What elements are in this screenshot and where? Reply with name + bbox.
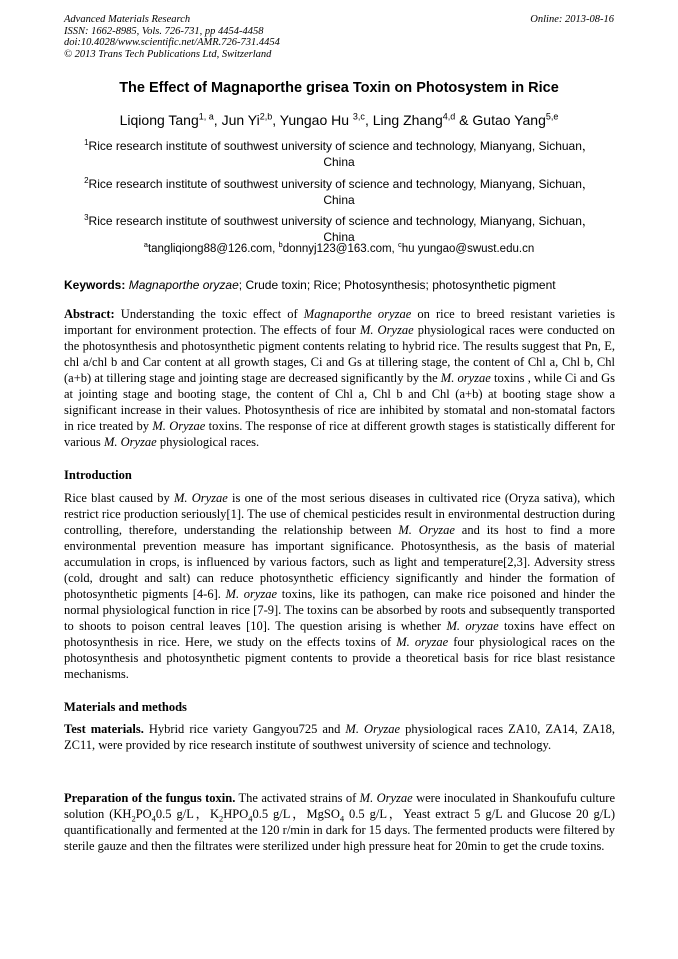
species-name: Magnaporthe oryzae	[303, 307, 412, 321]
keywords	[64, 278, 614, 292]
keywords-label: Keywords:	[64, 278, 126, 292]
subscript: 4	[151, 813, 156, 824]
affiliation	[64, 176, 614, 208]
methods-text: The activated strains of	[235, 791, 360, 805]
online-date: Online: 2013-08-16	[530, 14, 614, 25]
affiliation-text: Rice research institute of southwest university of science and technology, Mianyang, Sichuan，	[88, 214, 594, 228]
author-sup: 1, a	[198, 111, 214, 122]
email-sup: c	[397, 240, 402, 250]
author-sep: &	[455, 112, 473, 128]
intro-text: is one of the most serious diseases in cultivated rice (Oryza sativa), which restrict rice production seriously[1]. The use of chemical pesticides result in environmental destruction during controlling, therefore, understanding the relationship between	[64, 491, 616, 537]
email-address: tangliqiong88@126.com,	[147, 243, 279, 255]
affiliation-text: Rice research institute of southwest university of science and technology, Mianyang, Sichuan，	[88, 177, 594, 191]
author-name: Ling Zhang	[372, 112, 443, 128]
methods-text: 0.5 g/L，K	[155, 807, 219, 821]
email-list	[40, 240, 638, 255]
abstract-text: toxins , while Ci and Gs at jointing stage and booting stage, the content of Chl a, Chl b and Chl (a+b) at booting stage show a significant increase in their values. Photosynthesis of rice are inhibited by stomatal and non-stomatal factors in rice treated by	[64, 371, 615, 433]
author-sep: ,	[364, 112, 373, 128]
abstract-text: on rice to breed resistant varieties is important for environment protection. The effects of four	[64, 307, 616, 337]
methods-text: PO	[135, 807, 152, 821]
species-name: M. oryzae	[225, 587, 278, 601]
species-name: M. Oryzae	[359, 323, 414, 337]
author-name: Jun Yi	[221, 112, 260, 128]
methods-text: were inoculated in Shankoufufu culture solution (KH	[64, 791, 615, 821]
email-address: hu yungao@swust.edu.cn	[401, 243, 535, 255]
author-sup: 2,b	[259, 111, 273, 122]
intro-text: four physiological races on the photosynthesis and photosynthetic pigment contents to provide a theoretical basis for rice blast resistance mechanisms.	[64, 635, 615, 681]
affiliation	[64, 138, 614, 170]
test-materials-paragraph	[64, 721, 615, 753]
section-heading-introduction: Introduction	[64, 468, 132, 482]
author-sep: ,	[213, 112, 222, 128]
subscript: 4	[248, 813, 253, 824]
abstract	[64, 306, 615, 450]
keyword-italic: Magnaporthe oryzae	[128, 278, 239, 292]
methods-text: Hybrid rice variety Gangyou725 and	[143, 722, 346, 736]
email-address: donnyj123@163.com,	[282, 243, 398, 255]
subsection-label: Preparation of the fungus toxin.	[64, 791, 236, 805]
author-sup: 3,c	[352, 111, 365, 122]
keyword-list: ; Crude toxin; Rice; Photosynthesis; photosynthetic pigment	[238, 278, 556, 292]
species-name: M. oryzae	[446, 619, 499, 633]
abstract-text: Understanding the toxic effect of	[114, 307, 304, 321]
methods-text: 0.5 g/L，MgSO	[252, 807, 340, 821]
copyright-line: © 2013 Trans Tech Publications Ltd, Switzerland	[64, 48, 272, 60]
subsection-label: Test materials.	[64, 722, 144, 736]
author-sep: ,	[272, 112, 280, 128]
subscript: 4	[339, 813, 345, 824]
intro-text: toxins, like its pathogen, can make rice poisoned and hinder the normal physiological function in rice [7-9]. The toxins can be absorbed by roots and subsequently transported to shoots to poison central leaves [10]. The question arising is whether	[64, 587, 616, 633]
journal-header	[64, 14, 614, 60]
methods-text: physiological races ZA10, ZA14, ZA18, ZC11, were provided by rice research institute of southwest university of science and technology.	[64, 722, 616, 752]
doi-line: doi:10.4028/www.scientific.net/AMR.726-731.4454	[64, 37, 280, 48]
affiliation-country: China	[323, 193, 355, 207]
intro-text: Rice blast caused by	[64, 491, 174, 505]
author-name: Liqiong Tang	[119, 112, 199, 128]
species-name: M. Oryzae	[152, 419, 206, 433]
subscript: 2	[131, 813, 136, 824]
species-name: M. oryzae	[440, 371, 491, 385]
email-sup: a	[143, 240, 148, 250]
journal-name: Advanced Materials Research	[64, 14, 191, 25]
abstract-text: physiological races were conducted on the photosynthesis and photosynthetic pigment contents relating to hybrid rice. The results suggest that Pn, E, chl a/chl b and Car content at all growth stages, Ci and Gs at tillering stage, the content of Chl a, Chl b, Chl (a+b) at tillering stage and jointing stage are decreased significantly by the	[64, 323, 616, 385]
species-name: M. Oryzae	[359, 791, 413, 805]
methods-text: HPO	[223, 807, 249, 821]
abstract-text: toxins. The response of rice at different growth stages is statistically different for various	[64, 419, 615, 449]
section-heading-methods: Materials and methods	[64, 700, 187, 714]
species-name: M. Oryzae	[173, 491, 228, 505]
affiliation-country: China	[323, 230, 355, 244]
species-name: M. oryzae	[396, 635, 449, 649]
abstract-text: physiological races.	[156, 435, 260, 449]
author-sup: 5,e	[545, 111, 559, 122]
affiliation-country: China	[323, 155, 355, 169]
author-sup: 4,d	[442, 111, 456, 122]
affiliation-text: Rice research institute of southwest university of science and technology, Mianyang, Sichuan，	[88, 139, 594, 153]
species-name: M. Oryzae	[398, 523, 455, 537]
affiliation-number: 3	[84, 213, 89, 222]
methods-text: 0.5 g/L，Yeast extract 5 g/L and Glucose 20 g/L) quantificationally and fermented at the 120 r/min in dark for 15 days. The fermented products were filtered by sterile gauze and then the filtrates were sterilized under high pressure heat for 20min to get the crude toxins.	[64, 807, 616, 853]
species-name: M. Oryzae	[103, 435, 157, 449]
species-name: M. Oryzae	[345, 722, 401, 736]
intro-text: toxins have effect on photosynthesis in rice. Here, we study on the effects toxins of	[64, 619, 615, 649]
subscript: 2	[218, 813, 224, 824]
author-name: Yungao Hu	[279, 112, 353, 128]
author-name: Gutao Yang	[472, 112, 546, 128]
affiliation-number: 1	[84, 138, 89, 147]
email-sup: b	[278, 240, 283, 250]
paper-title: The Effect of Magnaporthe grisea Toxin on Photosystem in Rice	[119, 80, 559, 96]
intro-text: and its host to find a more environmental prevention measure has important significance. Photosynthesis, as the basis of material accumulation in crops, is influenced by various factors, such as light and temperature[2,3]. Adversity stress (cold, drought and salt) can reduce photosynthetic efficiency significantly and hinder the formation of photosynthetic pigments [4-6].	[64, 523, 615, 601]
toxin-preparation-paragraph	[64, 790, 615, 854]
introduction-paragraph	[64, 490, 615, 682]
author-list	[30, 112, 648, 128]
abstract-label: Abstract:	[64, 307, 115, 321]
issn-line: ISSN: 1662-8985, Vols. 726-731, pp 4454-4458	[64, 25, 264, 37]
affiliation-number: 2	[84, 176, 89, 185]
